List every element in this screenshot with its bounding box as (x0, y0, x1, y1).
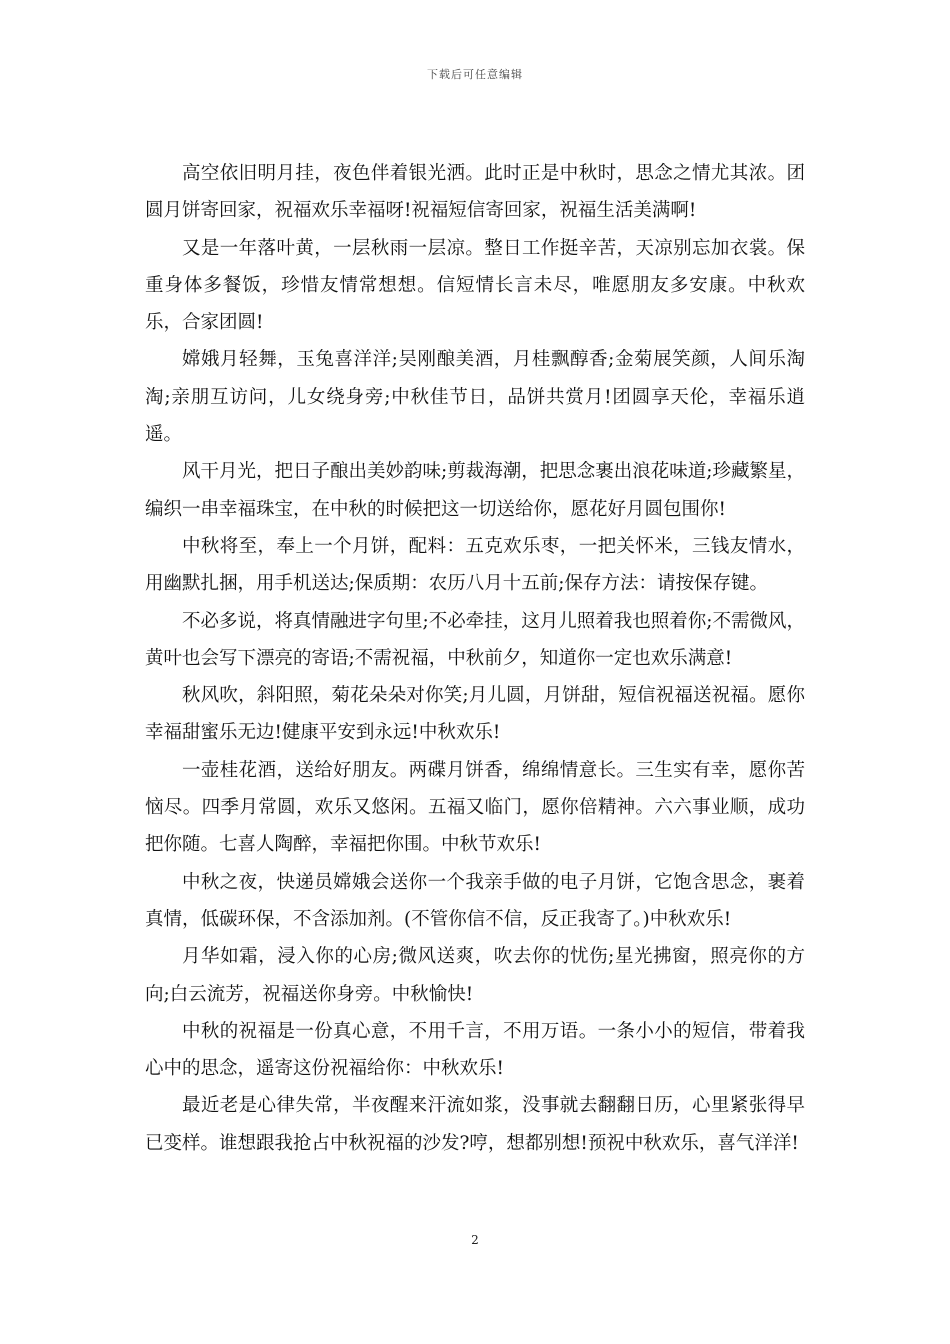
paragraph: 嫦娥月轻舞，玉兔喜洋洋;吴刚酿美酒，月桂飘醇香;金菊展笑颜，人间乐淘淘;亲朋互访问，儿女绕身旁;中秋佳节日，品饼共赏月!团圆享天伦，幸福乐逍遥。 (145, 349, 805, 446)
paragraph: 风干月光，把日子酿出美妙韵味;剪裁海潮，把思念裹出浪花味道;珍藏繁星，编织一串幸福珠宝，在中秋的时候把这一切送给你，愿花好月圆包围你! (145, 461, 805, 520)
paragraph: 一壶桂花酒，送给好朋友。两碟月饼香，绵绵情意长。三生实有幸，愿你苦恼尽。四季月常圆，欢乐又悠闲。五福又临门，愿你倍精神。六六事业顺，成功把你随。七喜人陶醉，幸福把你围。中秋节欢乐! (145, 759, 805, 856)
paragraph: 月华如霜，浸入你的心房;微风送爽，吹去你的忧伤;星光拂窗，照亮你的方向;白云流芳，祝福送你身旁。中秋愉快! (145, 946, 805, 1005)
paragraph: 秋风吹，斜阳照，菊花朵朵对你笑;月儿圆，月饼甜，短信祝福送祝福。愿你幸福甜蜜乐无边!健康平安到永远!中秋欢乐! (145, 685, 805, 744)
paragraph: 最近老是心律失常，半夜醒来汗流如浆，没事就去翻翻日历，心里紧张得早已变样。谁想跟我抢占中秋祝福的沙发?哼，想都别想!预祝中秋欢乐，喜气洋洋! (145, 1095, 805, 1154)
paragraph: 中秋的祝福是一份真心意，不用千言，不用万语。一条小小的短信，带着我心中的思念，遥寄这份祝福给你：中秋欢乐! (145, 1020, 805, 1080)
paragraph: 高空依旧明月挂，夜色伴着银光洒。此时正是中秋时，思念之情尤其浓。团圆月饼寄回家，祝福欢乐幸福呀!祝福短信寄回家，祝福生活美满啊! (145, 163, 805, 222)
paragraph: 中秋之夜，快递员嫦娥会送你一个我亲手做的电子月饼，它饱含思念，裹着真情，低碳环保，不含添加剂。(不管你信不信，反正我寄了。)中秋欢乐! (145, 871, 805, 930)
paragraph: 中秋将至，奉上一个月饼，配料：五克欢乐枣，一把关怀米，三钱友情水，用幽默扎捆，用手机送达;保质期：农历八月十五前;保存方法：请按保存键。 (145, 535, 805, 595)
paragraph: 又是一年落叶黄，一层秋雨一层凉。整日工作挺辛苦，天凉别忘加衣裳。保重身体多餐饭，珍惜友情常想想。信短情长言未尽，唯愿朋友多安康。中秋欢乐，合家团圆! (145, 237, 805, 334)
document-body (145, 155, 805, 1162)
paragraph: 不必多说，将真情融进字句里;不必牵挂，这月儿照着我也照着你;不需微风，黄叶也会写下漂亮的寄语;不需祝福，中秋前夕，知道你一定也欢乐满意! (145, 610, 805, 669)
page-header-note: 下载后可任意编辑 (427, 68, 523, 81)
page-number: 2 (471, 1233, 479, 1247)
